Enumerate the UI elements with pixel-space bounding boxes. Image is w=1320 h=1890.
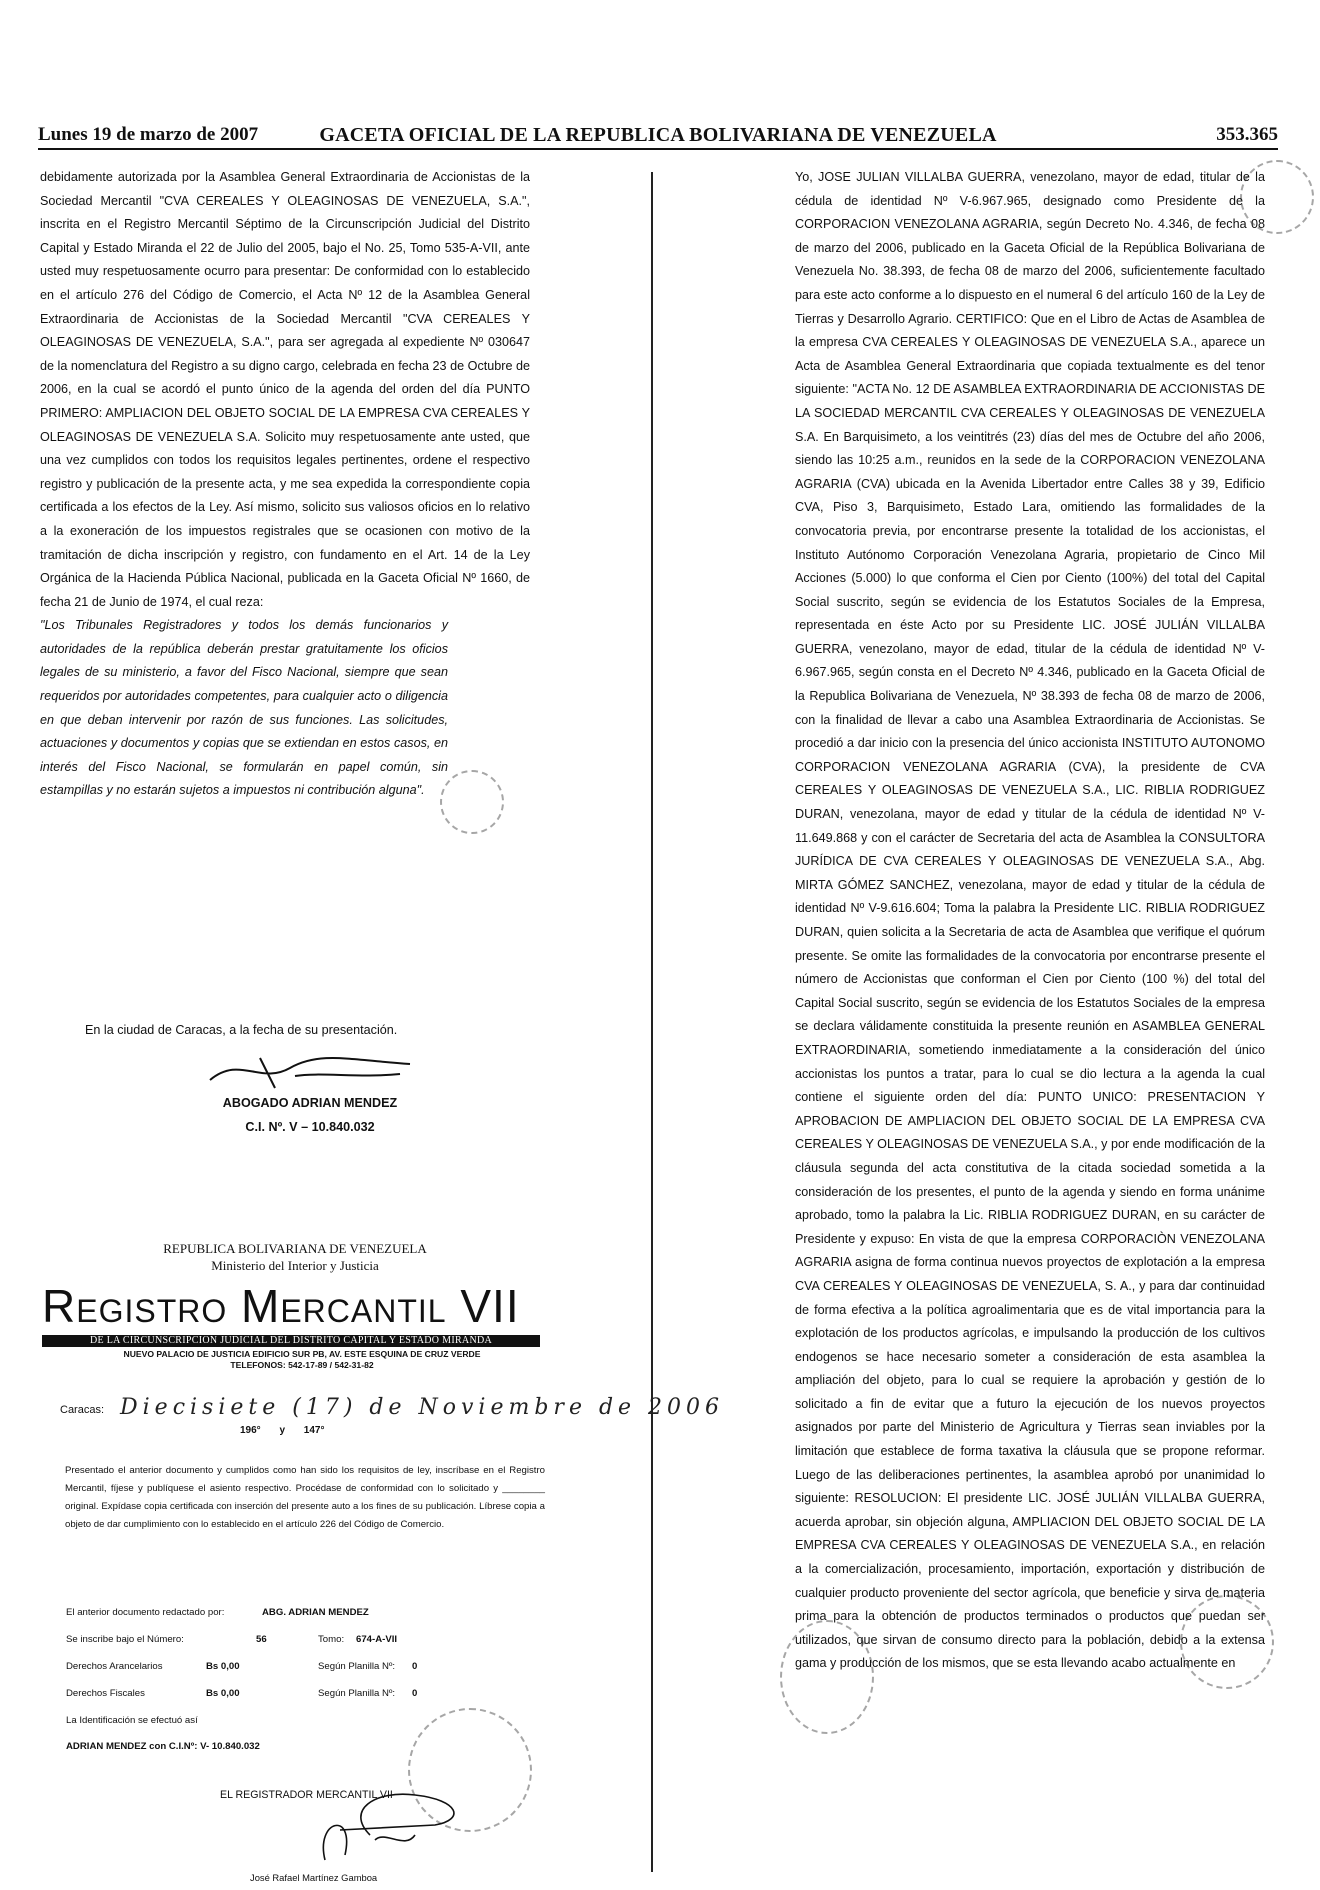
right-mid-seal bbox=[1180, 1595, 1274, 1689]
ident-label: La Identificación se efectuó así bbox=[66, 1715, 198, 1726]
registrar-label: EL REGISTRADOR MERCANTIL VII bbox=[220, 1789, 393, 1801]
tomo-value: 674-A-VII bbox=[356, 1634, 398, 1645]
registry-band: DE LA CIRCUNSCRIPCION JUDICIAL DEL DISTRITO CAPITAL Y ESTADO MIRANDA bbox=[42, 1335, 540, 1347]
signer-id: C.I. Nº. V – 10.840.032 bbox=[245, 1120, 375, 1134]
right-top-seal bbox=[1240, 160, 1314, 234]
arancel-value: Bs 0,00 bbox=[206, 1661, 240, 1672]
registrar-signature bbox=[285, 1790, 475, 1875]
planilla2-value: 0 bbox=[412, 1688, 418, 1699]
page-number: 353.365 bbox=[1216, 124, 1278, 145]
header-rule bbox=[38, 148, 1278, 150]
caracas-label: Caracas: bbox=[60, 1404, 105, 1416]
planilla2-label: Según Planilla Nº: bbox=[318, 1688, 396, 1699]
place-date-line: En la ciudad de Caracas, a la fecha de su presentación. bbox=[85, 1023, 398, 1037]
ident-value: ADRIAN MENDEZ con C.I.Nº: V- 10.840.032 bbox=[66, 1741, 260, 1752]
planilla1-label: Según Planilla Nº: bbox=[318, 1661, 396, 1672]
left-quote-seal bbox=[440, 770, 504, 834]
handwritten-date: Diecisiete (17) de Noviembre de 2006 bbox=[120, 1395, 725, 1420]
signer-block bbox=[170, 1091, 450, 1139]
left-column bbox=[40, 166, 530, 803]
drafted-label: El anterior documento redactado por: bbox=[66, 1607, 225, 1618]
number-label: Se inscribe bajo el Número: bbox=[66, 1634, 184, 1645]
lawyer-signature bbox=[200, 1050, 420, 1090]
arancel-label: Derechos Arancelarios bbox=[66, 1661, 163, 1672]
registry-address bbox=[82, 1349, 522, 1371]
registry-body: Presentado el anterior documento y cumplidos como han sido los requisitos de ley, inscríbase en el Registro Mercantil, fíjese y publíquese el asiento respectivo. Procédase de conformidad con lo solicitado y ________ original. Expídase copia certificada con inserción del presente auto a los fines de su publicación. Líbrese copia a objeto de dar cumplimiento con lo establecido en el artículo 226 del Código de Comercio. bbox=[65, 1465, 545, 1530]
registry-title: Registro Mercantil VII bbox=[42, 1280, 520, 1332]
column-separator bbox=[651, 172, 653, 1872]
number-value: 56 bbox=[256, 1634, 267, 1645]
republic-line: REPUBLICA BOLIVARIANA DE VENEZUELA bbox=[163, 1241, 427, 1256]
quoted-law: "Los Tribunales Registradores y todos los demás funcionarios y autoridades de la república deberán prestar gratuitamente los oficios legales de su ministerio, a favor del Fisco Nacional, siempre que sean requeridos por autoridades competentes, para cualquier acto o diligencia en que deban intervenir por razón de sus funciones. Las solicitudes, actuaciones y documentos y copias que se extiendan en estos casos, en interés del Fisco Nacional, se formularán en papel común, sin estampillas y no estarán sujetos a impuestos ni contribución alguna". bbox=[40, 618, 448, 798]
header-date: Lunes 19 de marzo de 2007 bbox=[38, 124, 259, 145]
drafted-value: ABG. ADRIAN MENDEZ bbox=[262, 1607, 369, 1618]
phones-line: TELEFONOS: 542-17-89 / 542-31-82 bbox=[230, 1360, 374, 1370]
left-paragraph: debidamente autorizada por la Asamblea General Extraordinaria de Accionistas de la Sociedad Mercantil "CVA CEREALES Y OLEAGINOSAS DE VENEZUELA, S.A.", inscrita en el Registro Mercantil Séptimo de la Circunscripción Judicial del Distrito Capital y Estado Miranda el 22 de Julio del 2005, bajo el No. 25, Tomo 535-A-VII, ante usted muy respetuosamente ocurro para presentar: De conformidad con lo establecido en el artículo 276 del Código de Comercio, el Acta Nº 12 de la Asamblea General Extraordinaria de Accionistas de la Sociedad Mercantil "CVA CEREALES Y OLEAGINOSAS DE VENEZUELA, S.A.", para ser agregada al expediente Nº 030647 de la nomenclatura del Registro a su digno cargo, celebrada en fecha 23 de Octubre de 2006, en la cual se acordó el punto único de la agenda del orden del día PUNTO PRIMERO: AMPLIACION DEL OBJETO SOCIAL DE LA EMPRESA CVA CEREALES Y OLEAGINOSAS DE VENEZUELA S.A. Solicito muy respetuosamente ante usted, que una vez cumplidos con todos los requisitos legales pertinentes, ordene el respectivo registro y publicación de la presente acta, y me sea expedida la correspondiente copia certificada a los efectos de la Ley. Así mismo, solicito sus valiosos oficios en lo relativo a la exoneración de los impuestos registrales que se ocasionen con motivo de la tramitación de dicha inscripción y registro, con fundamento en el Art. 14 de la Ley Orgánica de la Hacienda Pública Nacional, publicada en la Gaceta Oficial Nº 1660, de fecha 21 de Junio de 1974, el cual reza: bbox=[40, 170, 530, 609]
planilla1-value: 0 bbox=[412, 1661, 418, 1672]
years-line: 196° y 147° bbox=[240, 1425, 325, 1436]
address-line: NUEVO PALACIO DE JUSTICIA EDIFICIO SUR PB, AV. ESTE ESQUINA DE CRUZ VERDE bbox=[123, 1349, 481, 1359]
right-text: Yo, JOSE JULIAN VILLALBA GUERRA, venezolano, mayor de edad, titular de la cédula de identidad Nº V-6.967.965, designado como Presidente de la CORPORACION VENEZOLANA AGRARIA, según Decreto No. 4.346, de fecha 08 de marzo del 2006, publicado en la Gaceta Oficial de la República Bolivariana de Venezuela No. 38.393, de fecha 08 de marzo del 2006, suficientemente facultado para este acto conforme a lo dispuesto en el numeral 6 del artículo 160 de la Ley de Tierras y Desarrollo Agrario. CERTIFICO: Que en el Libro de Actas de Asamblea de la empresa CVA CEREALES Y OLEAGINOSAS DE VENEZUELA S.A., aparece un Acta de Asamblea General Extraordinaria que copiada textualmente es del tenor siguiente: "ACTA No. 12 DE ASAMBLEA EXTRAORDINARIA DE ACCIONISTAS DE LA SOCIEDAD MERCANTIL CVA CEREALES Y OLEAGINOSAS DE VENEZUELA S.A. En Barquisimeto, a los veintitrés (23) días del mes de Octubre del año 2006, siendo las 10:25 a.m., reunidos en la sede de la CORPORACION VENEZOLANA AGRARIA (CVA) ubicada en la Avenida Libertador entre Calles 38 y 39, Edificio CVA, Piso 3, Barquisimeto, Estado Lara, omitiendo las formalidades de la convocatoria previa, por encontrarse presente la totalidad de los accionistas, el Instituto Autónomo Corporación Venezolana Agraria, propietario de Cinco Mil Acciones (5.000) lo que conforma el Cien por Ciento (100%) del total del Capital Social suscrito, según se evidencia de los Estatutos Sociales de la Empresa, representada en éste Acto por su Presidente LIC. JOSÉ JULIÁN VILLALBA GUERRA, venezolano, mayor de edad, titular de la cédula de identidad Nº V- 6.967.965, según consta en el Decreto Nº 4.346, publicado en la Gaceta Oficial de la Republica Bolivariana de Venezuela, Nº 38.393 de fecha 08 de marzo de 2006, con la finalidad de llevar a cabo una Asamblea Extraordinaria de Accionistas. Se procedió a dar inicio con la presencia del único accionista INSTITUTO AUTONOMO CORPORACION VENEZOLANA AGRARIA (CVA), la presidente de CVA CEREALES Y OLEAGINOSAS DE VENEZUELA S.A., LIC. RIBLIA RODRIGUEZ DURAN, venezolana, mayor de edad y titular de la cédula de identidad Nº V- 11.649.868 y con el carácter de Secretaria del acta de Asamblea la CONSULTORA JURÍDICA DE CVA CEREALES Y OLEAGINOSAS DE VENEZUELA S.A., Abg. MIRTA GÓMEZ SANCHEZ, venezolana, mayor de edad y titular de la cédula de identidad Nº V-9.616.604; Toma la palabra la Presidente LIC. RIBLIA RODRIGUEZ DURAN, quien solicita a la Secretaria de acta de Asamblea que verifique el quórum presente. Se omite las formalidades de la convocatoria por encontrarse presente el número de Accionistas que conforman el Cien por Ciento (100 %) del total del Capital Social suscrito, según se evidencia de los Estatutos Sociales de la empresa se declara válidamente constituida la presente reunión en ASAMBLEA GENERAL EXTRAORDINARIA, sometiendo inmediatamente a la consideración del único accionistas los puntos a tratar, para lo cual se dio lectura a la agenda la cual contiene el siguiente orden del día: PUNTO UNICO: PRESENTACION Y APROBACION DE AMPLIACION DEL OBJETO SOCIAL DE LA EMPRESA CVA CEREALES Y OLEAGINOSAS DE VENEZUELA S.A., y por ende modificación de la cláusula segunda del acta constitutiva de la citada sociedad sometida a la consideración de los presentes, el punto de la agenda y siendo en forma unánime aprobado, tomo la palabra la Lic. RIBLIA RODRIGUEZ DURAN, en su carácter de Presidente y expuso: En vista de que la empresa CORPORACIÒN VENEZOLANA AGRARIA asigna de forma continua nuevos proyectos de explotación a la empresa CVA CEREALES Y OLEAGINOSAS DE VENEZUELA, S. A., y para dar continuidad de forma efectiva a la política agroalimentaria que es de vital importancia para la explotación de los productos agrícolas, e impulsando la producción de los cultivos endogenos se hace necesario someter a consideración de esta asamblea la ampliación del objeto, para lo cual se requiere la aprobación y gestión de lo solicitado a fin de evitar que a futuro la ejecución de los nuevos proyectos asignados por parte del Ministerio de Agricultura y Tierras sean inviables por la limitación que establece de forma taxativa la cláusula que se propone reformar. Luego de las deliberaciones pertinentes, la asamblea aprobó por unanimidad lo siguiente: RESOLUCION: El presidente LIC. JOSÉ JULIÁN VILLALBA GUERRA, acuerda aprobar, sin objeción alguna, AMPLIACION DEL OBJETO SOCIAL DE LA EMPRESA CVA CEREALES Y OLEAGINOSAS DE VENEZUELA S.A., en relación a la comercialización, procesamiento, importación, exportación y distribución de cualquier producto proveniente del sector agrícola, que beneficie y sirva de materia prima para la obtención de productos terminados o productos que puedan ser utilizados, que sirvan de consumo directo para la población, debido a la extensa gama y producción de los mismos, que se esta llevando acabo actualmente en bbox=[795, 170, 1265, 1671]
tomo-label: Tomo: bbox=[318, 1634, 345, 1645]
ministry-line: Ministerio del Interior y Justicia bbox=[211, 1258, 379, 1273]
header-title: GACETA OFICIAL DE LA REPUBLICA BOLIVARIANA DE VENEZUELA bbox=[319, 124, 997, 146]
right-bottom-seal bbox=[780, 1620, 874, 1734]
signer-name: ABOGADO ADRIAN MENDEZ bbox=[222, 1096, 398, 1110]
fiscal-value: Bs 0,00 bbox=[206, 1688, 240, 1699]
right-column bbox=[795, 166, 1265, 1676]
fiscal-label: Derechos Fiscales bbox=[66, 1688, 145, 1699]
registrar-name: José Rafael Martínez Gamboa bbox=[250, 1872, 378, 1883]
registry-heading bbox=[140, 1240, 450, 1274]
